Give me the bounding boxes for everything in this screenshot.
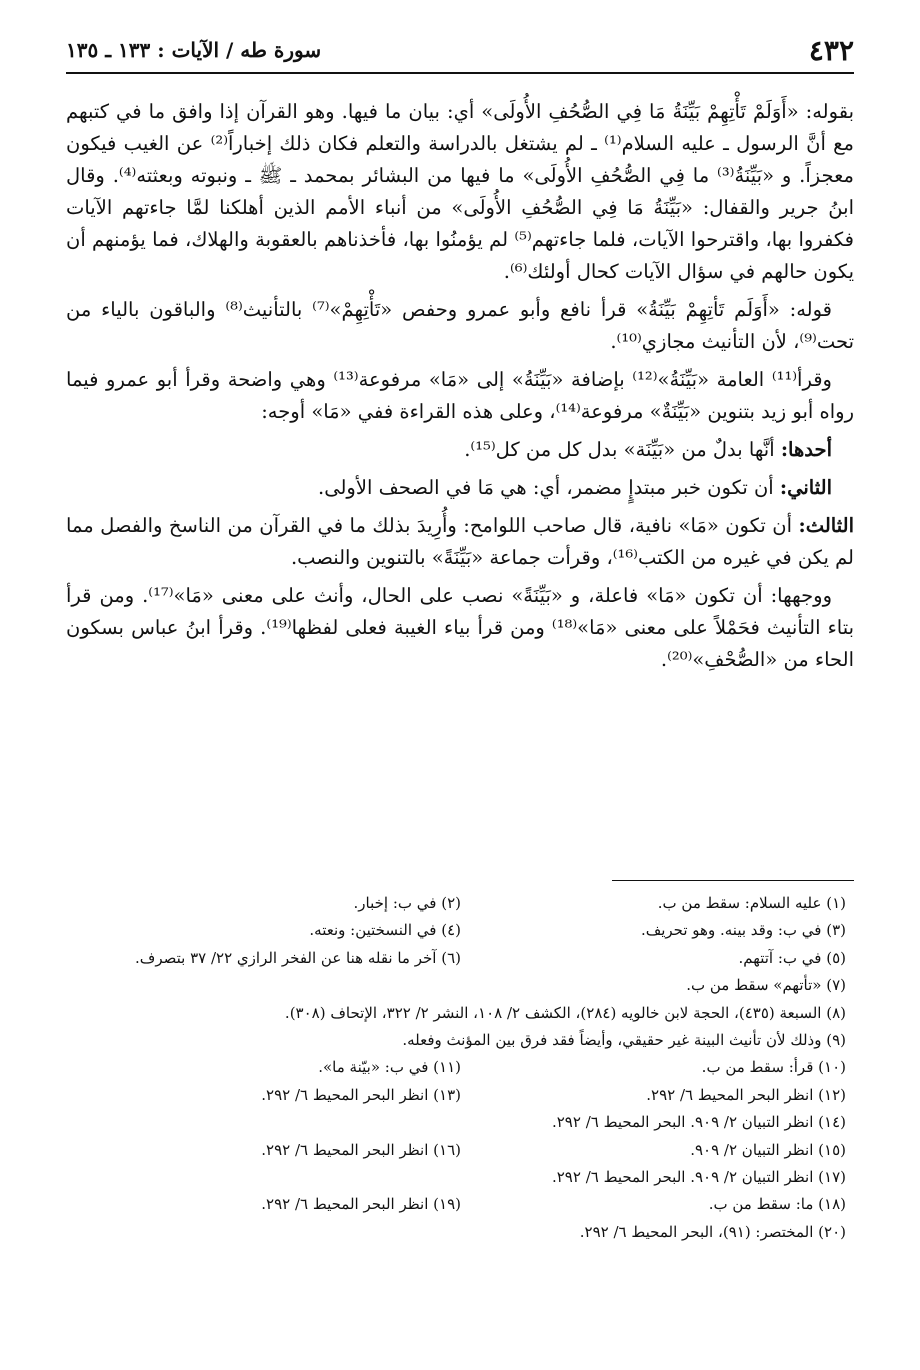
page-number: ٤٣٢ bbox=[808, 33, 854, 67]
variant-3-label: الثالث: bbox=[798, 514, 854, 537]
variant-1-label: أحدها: bbox=[780, 438, 832, 461]
footnote-12: (١٢) انظر البحر المحيط ٦/ ٢٩٢. bbox=[646, 1085, 846, 1104]
footnote-row bbox=[76, 945, 846, 972]
footnote-18: (١٨) ما: سقط من ب. bbox=[708, 1195, 846, 1214]
header-title: سورة طه / الآيات : ١٣٣ ـ ١٣٥ bbox=[66, 38, 322, 62]
footnotes bbox=[76, 890, 846, 1246]
footnote-9: (٩) وذلك لأن تأنيث البينة غير حقيقي، وأيضاً فقد فرق بين المؤنث وفعله. bbox=[402, 1030, 846, 1049]
running-header bbox=[66, 30, 854, 70]
variant-3-text: أن تكون «مَا» نافية، قال صاحب اللوامح: وأُرِيدَ بذلك ما في القرآن من الناسخ والفصل مما لم يكن في غيره من الكتب⁽¹⁶⁾، وقرأت جماعة «بَيِّنَةً» بالتنوين والنصب. bbox=[66, 514, 854, 569]
footnote-4: (٤) في النسختين: ونعته. bbox=[309, 921, 461, 940]
footnote-row bbox=[76, 917, 846, 944]
footnote-16: (١٦) انظر البحر المحيط ٦/ ٢٩٢. bbox=[261, 1140, 461, 1159]
footnote-10: (١٠) قرأ: سقط من ب. bbox=[701, 1058, 846, 1077]
footnote-row bbox=[76, 972, 846, 999]
footnote-1: (١) عليه السلام: سقط من ب. bbox=[657, 894, 846, 912]
footnote-row bbox=[76, 1109, 846, 1136]
variant-1-text: أنَّها بدلٌ من «بَيِّنَة» بدل كل من كل⁽¹⁵⁾. bbox=[464, 438, 781, 461]
footnote-19: (١٩) انظر البحر المحيط ٦/ ٢٩٢. bbox=[261, 1195, 461, 1214]
main-text bbox=[66, 96, 854, 682]
footnote-row bbox=[76, 1000, 846, 1027]
footnote-separator bbox=[612, 880, 854, 881]
footnote-6: (٦) آخر ما نقله هنا عن الفخر الرازي ٢٢/ ٣٧ بتصرف. bbox=[135, 948, 461, 967]
footnote-2: (٢) في ب: إخبار. bbox=[353, 894, 461, 912]
footnote-row bbox=[76, 1164, 846, 1191]
footnote-17: (١٧) انظر التبيان ٢/ ٩٠٩. البحر المحيط ٦/ ٢٩٢. bbox=[551, 1167, 846, 1186]
footnote-15: (١٥) انظر التبيان ٢/ ٩٠٩. bbox=[690, 1140, 846, 1159]
footnote-8: (٨) السبعة (٤٣٥)، الحجة لابن خالويه (٢٨٤)، الكشف ٢/ ١٠٨، النشر ٢/ ٣٢٢، الإتحاف (٣٠٨). bbox=[284, 1003, 846, 1022]
variant-2-text: أن تكون خبر مبتدإٍ مضمر، أي: هي مَا في الصحف الأولى. bbox=[318, 476, 780, 499]
header-rule bbox=[66, 72, 854, 74]
footnote-11: (١١) في ب: «بيّنة ما». bbox=[318, 1058, 461, 1077]
variant-1 bbox=[66, 434, 854, 466]
variant-2 bbox=[66, 472, 854, 504]
footnote-5: (٥) في ب: آتتهم. bbox=[738, 948, 846, 967]
variant-2-label: الثاني: bbox=[779, 476, 832, 499]
footnote-row bbox=[76, 1054, 846, 1081]
footnote-13: (١٣) انظر البحر المحيط ٦/ ٢٩٢. bbox=[261, 1085, 461, 1104]
footnote-14: (١٤) انظر التبيان ٢/ ٩٠٩. البحر المحيط ٦/ ٢٩٢. bbox=[551, 1113, 846, 1132]
footnote-3: (٣) في ب: وقد بينه. وهو تحريف. bbox=[640, 921, 846, 940]
footnote-20: (٢٠) المختصر: (٩١)، البحر المحيط ٦/ ٢٩٢. bbox=[579, 1222, 846, 1241]
paragraph-4: ووجهها: أن تكون «مَا» فاعلة، و «بَيِّنَةً» نصب على الحال، وأنث على معنى «مَا»⁽¹⁷⁾. ومن قرأ بتاء التأنيث فحَمْلاً على معنى «مَا»⁽¹⁸⁾ ومن قرأ بياء الغيبة فعلى لفظها⁽¹⁹⁾. وقرأ ابنُ عباس بسكون الحاء من «الصُّحْفِ»⁽²⁰⁾. bbox=[66, 584, 855, 671]
footnote-row bbox=[76, 1082, 846, 1109]
paragraph-2: قوله: «أَوَلَم تَأتِهِمْ بَيِّنَةُ» قرأ نافع وأبو عمرو وحفص «تَأْتِهِمْ»⁽⁷⁾ بالتأنيث⁽⁸⁾ والباقون بالياء من تحت⁽⁹⁾، لأن التأنيث مجازي⁽¹⁰⁾. bbox=[66, 298, 854, 353]
footnote-row bbox=[76, 890, 846, 917]
paragraph-1: بقوله: «أَوَلَمْ تَأْتِهِمْ بَيِّنَةُ مَا فِي الصُّحُفِ الأُولَى» أي: بيان ما فيها. وهو القرآن إذا وافق ما في كتبهم مع أنَّ الرسول ـ عليه السلام⁽¹⁾ ـ لم يشتغل بالدراسة والتعلم فكان ذلك إخباراً⁽²⁾ عن الغيب فيكون معجزاً. و «بَيِّنَةُ⁽³⁾ ما فِي الصُّحُفِ الأُولَى» ما فيها من البشائر بمحمد ـ ﷺ ـ ونبوته وبعثته⁽⁴⁾. وقال ابنُ جرير والقفال: «بَيِّنَةُ مَا فِي الصُّحُفِ الأُولَى» من أنباء الأمم الذين أهلكنا لمَّا جاءتهم الآيات فكفروا بها، واقترحوا الآيات، فلما جاءتهم⁽⁵⁾ لم يؤمنُوا بها، فأخذناهم بالعقوبة والهلاك، فما يؤمنهم أن يكون حالهم في سؤال الآيات كحال أولئك⁽⁶⁾. bbox=[66, 100, 854, 283]
footnote-row bbox=[76, 1219, 846, 1246]
footnote-row bbox=[76, 1137, 846, 1164]
footnote-7: (٧) «تأتهم» سقط من ب. bbox=[686, 976, 846, 995]
paragraph-3: وقرأ⁽¹¹⁾ العامة «بَيِّنَةُ»⁽¹²⁾ بإضافة «بَيِّنَةُ» إلى «مَا» مرفوعة⁽¹³⁾ وهي واضحة وقرأ أبو عمرو فيما رواه أبو زيد بتنوين «بَيِّنَةٌ» مرفوعة⁽¹⁴⁾، وعلى هذه القراءة ففي «مَا» أوجه: bbox=[66, 368, 854, 423]
footnote-row bbox=[76, 1191, 846, 1218]
footnote-row bbox=[76, 1027, 846, 1054]
variant-3 bbox=[66, 510, 854, 574]
